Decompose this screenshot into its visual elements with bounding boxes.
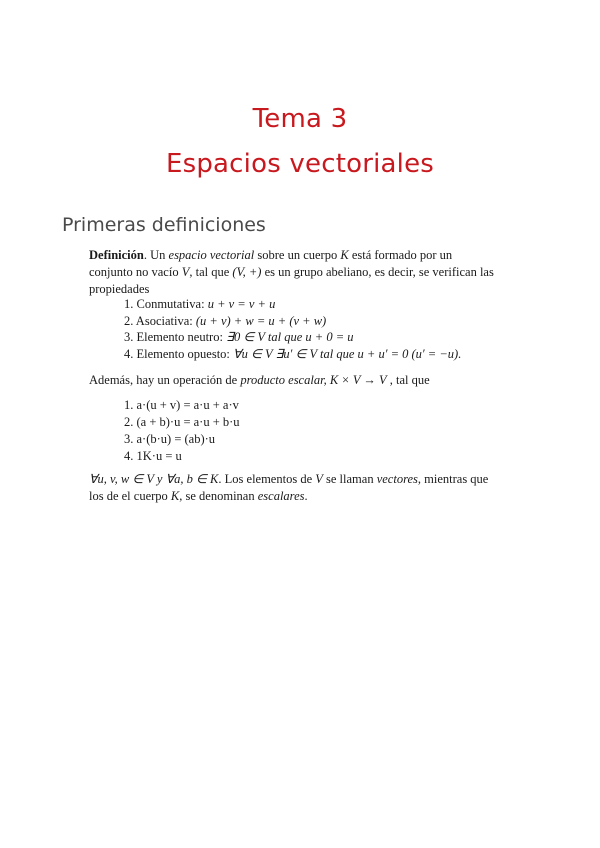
property-label: 3. Elemento neutro: <box>124 330 223 344</box>
chapter-title: Tema 3 <box>252 104 348 134</box>
closing-paragraph <box>89 471 495 505</box>
closing-text: . <box>304 489 308 503</box>
term-vector-space: espacio vectorial <box>168 248 255 262</box>
property-formula: u + v = v + u <box>207 297 276 311</box>
list-item <box>124 296 461 313</box>
list-item: 2. (a + b)·u = a·u + b·u <box>124 415 240 429</box>
scalar-text: , tal que <box>386 373 430 387</box>
scalar-formula: , K × V → V <box>323 373 387 387</box>
definition-label: Definición <box>89 248 144 262</box>
property-formula: ∃0 ∈ V tal que u + 0 = u <box>226 330 354 344</box>
list-item <box>124 329 461 346</box>
list-item: 1. a·(u + v) = a·u + a·v <box>124 398 239 412</box>
property-formula: ∀u ∈ V ∃u′ ∈ V tal que u + u′ = 0 (u′ = −u). <box>233 346 462 361</box>
list-item <box>124 346 461 363</box>
symbol-v: V <box>181 265 190 279</box>
property-label: 1. Conmutativa: <box>124 297 205 311</box>
scalar-product-paragraph <box>89 372 495 389</box>
section-heading: Primeras definiciones <box>62 214 266 236</box>
closing-text: , se denominan <box>179 489 258 503</box>
term-vectors: vectores <box>376 472 418 486</box>
definition-excerpt-image <box>87 244 496 504</box>
closing-text: . Los elementos de <box>218 472 316 486</box>
chapter-subtitle: Espacios vectoriales <box>165 149 435 179</box>
closing-text: se llaman <box>322 472 377 486</box>
scalar-properties-list <box>124 397 240 465</box>
property-label: 2. Asociativa: <box>124 313 193 328</box>
definition-text: , tal que <box>189 265 233 279</box>
symbol-k: K <box>340 248 349 262</box>
symbol-v: V <box>315 472 323 486</box>
list-item: 3. a·(b·u) = (ab)·u <box>124 432 216 446</box>
term-scalar-product: producto escalar <box>240 373 324 387</box>
definition-text: está formado por un conjunto no vacío <box>89 248 453 279</box>
definition-text: es un grupo abeliano, es decir, se verifican las propiedades <box>89 265 494 296</box>
group-properties-list <box>124 296 461 362</box>
definition-text: sobre un cuerpo <box>254 248 341 262</box>
closing-formula: ∀u, v, w ∈ V y ∀a, b ∈ K <box>89 472 219 486</box>
property-label: 4. Elemento opuesto: <box>124 346 230 361</box>
symbol-k: K <box>170 489 180 503</box>
property-formula: (u + v) + w = u + (v + w) <box>195 313 327 328</box>
definition-paragraph <box>89 247 495 298</box>
list-item <box>124 313 461 330</box>
group-formula: (V, +) <box>232 265 262 279</box>
list-item: 4. 1K·u = u <box>124 449 182 463</box>
scalar-text: Además, hay un operación de <box>89 373 241 387</box>
definition-text: . Un <box>143 248 169 262</box>
term-scalars: escalares <box>257 489 305 503</box>
closing-text: , mientras que los de el cuerpo <box>89 472 489 503</box>
